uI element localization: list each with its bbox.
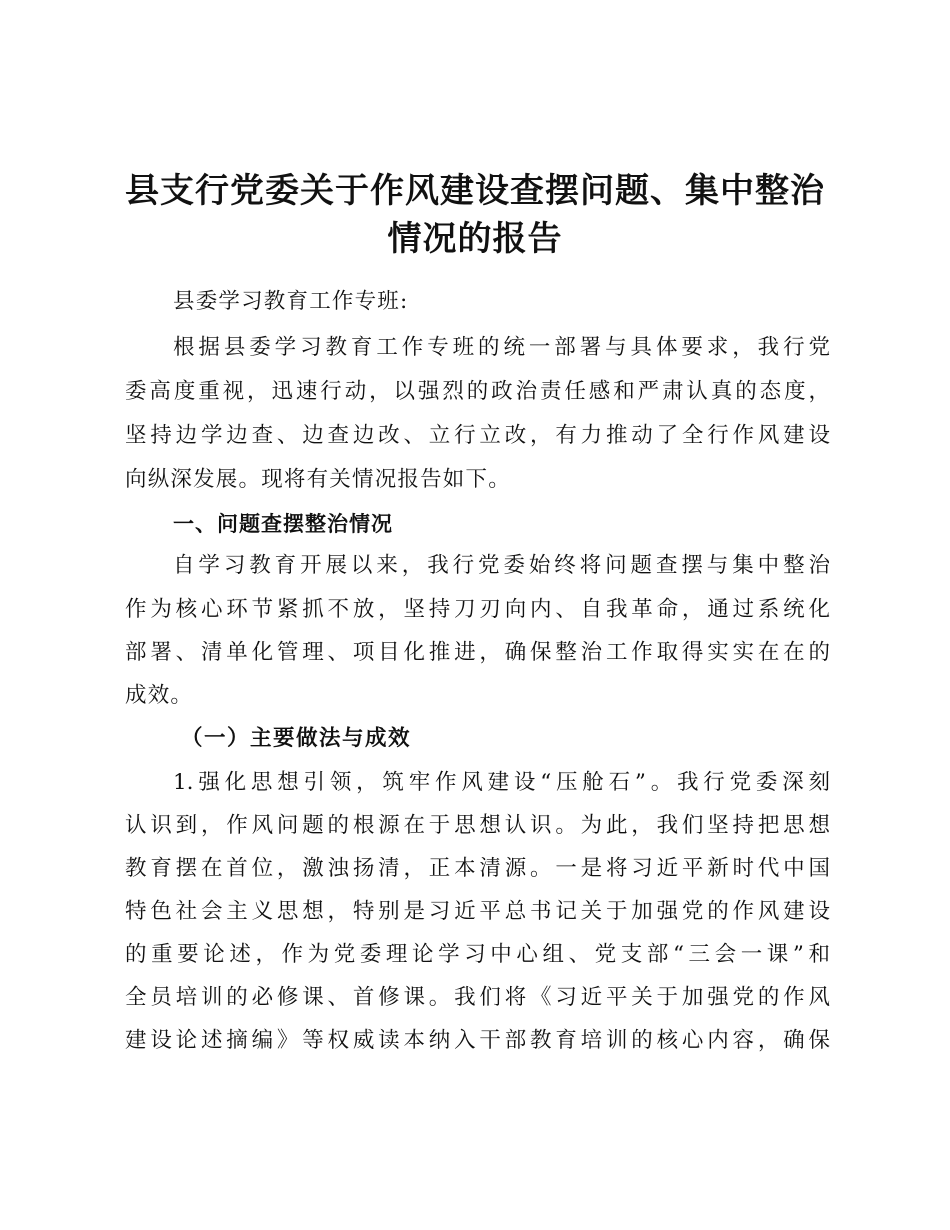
point1-line-6: 全员培训的必修课、首修课。我们将《习近平关于加强党的作风 — [125, 985, 830, 1010]
intro-line-2: 委高度重视，迅速行动，以强烈的政治责任感和严肃认真的态度， — [125, 379, 830, 404]
salutation: 县委学习教育工作专班: — [173, 289, 409, 314]
point1-line-3: 教育摆在首位，激浊扬清，正本清源。一是将习近平新时代中国 — [125, 856, 830, 881]
section1-line-1: 自学习教育开展以来，我行党委始终将问题查摆与集中整治 — [173, 553, 830, 578]
section1-line-4: 成效。 — [125, 683, 194, 708]
subsection-heading-1: （一）主要做法与成效 — [181, 726, 412, 751]
point1-line-5: 的重要论述，作为党委理论学习中心组、党支部“三会一课”和 — [125, 942, 830, 967]
point1-line-7: 建设论述摘编》等权威读本纳入干部教育培训的核心内容，确保 — [125, 1028, 830, 1053]
intro-line-1: 根据县委学习教育工作专班的统一部署与具体要求，我行党 — [173, 335, 830, 360]
section1-line-2: 作为核心环节紧抓不放，坚持刀刃向内、自我革命，通过系统化 — [125, 597, 830, 622]
intro-line-4: 向纵深发展。现将有关情况报告如下。 — [125, 467, 511, 492]
section1-line-3: 部署、清单化管理、项目化推进，确保整治工作取得实实在在的 — [125, 640, 830, 665]
point1-line-2: 认识到，作风问题的根源在于思想认识。为此，我们坚持把思想 — [125, 813, 830, 838]
section-heading-1: 一、问题查摆整治情况 — [173, 512, 393, 536]
intro-line-3: 坚持边学边查、边查边改、立行立改，有力推动了全行作风建设 — [125, 423, 830, 448]
point1-line-4: 特色社会主义思想，特别是习近平总书记关于加强党的作风建设 — [125, 899, 830, 924]
point1-line-1: 1.强化思想引领，筑牢作风建设“压舱石”。我行党委深刻 — [173, 770, 830, 795]
document-title-line-1: 县支行党委关于作风建设查摆问题、集中整治 — [125, 171, 825, 211]
document-title-line-2: 情况的报告 — [387, 219, 563, 259]
